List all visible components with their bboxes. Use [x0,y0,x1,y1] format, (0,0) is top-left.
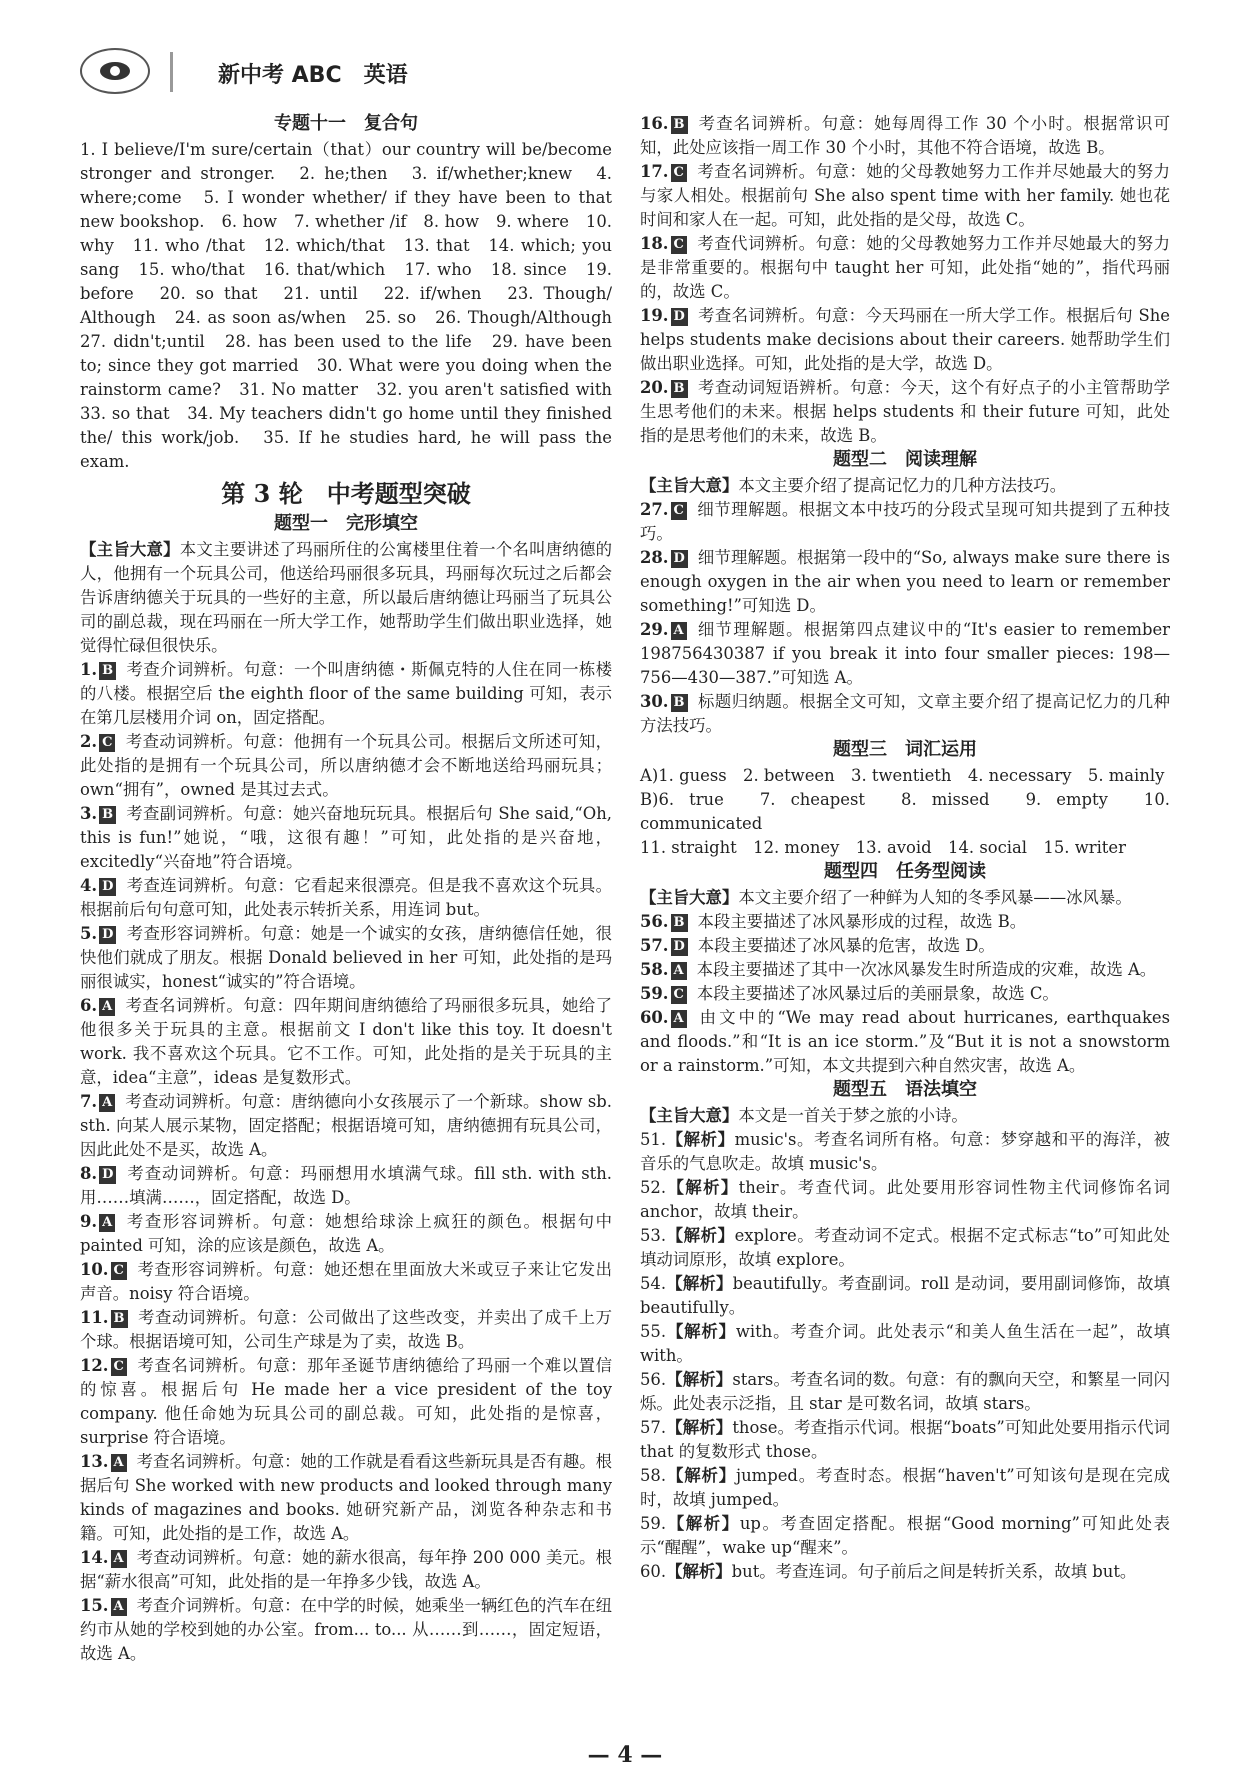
item-number: 19. [640,306,669,325]
type2-main-idea [640,474,1170,498]
answer-item [80,730,612,802]
item-explanation: 本段主要描述了冰风暴形成的过程，故选 B。 [697,912,1027,931]
analysis-tag: 【解析】 [666,1178,739,1197]
item-number: 59. [640,1514,667,1533]
answer-box: B [671,116,688,134]
answer-item [80,1210,612,1258]
item-explanation: jumped。考查时态。根据“haven't”可知该句是现在完成时，故填 jumped。 [640,1466,1171,1509]
answer-box: A [671,622,687,640]
answer-box: D [671,938,688,956]
item-explanation: up。考查固定搭配。根据“Good morning”可知此处表示“醒醒”，wake up“醒来”。 [640,1514,1171,1557]
item-number: 60. [640,1008,669,1027]
item-explanation: 考查动词短语辨析。句意：今天，这个有好点子的小主管帮助学生思考他们的未来。根据 helps students 和 their future 可知，此处指的是思考他们的未来，故选 B。 [640,378,1170,445]
answer-box: C [671,502,687,520]
answer-item [80,658,612,730]
item-explanation: 考查形容词辨析。句意：她还想在里面放大米或豆子来让它发出声音。noisy 符合语境。 [80,1260,612,1303]
answer-box: D [99,926,116,944]
item-number: 20. [640,378,669,397]
item-explanation: 考查形容词辨析。句意：她想给球涂上疯狂的颜色。根据句中 painted 可知，涂的应该是颜色，故选 A。 [80,1212,612,1255]
type3-line: B)6. true 7. cheapest 8. missed 9. empty 10. communicated [640,790,1170,833]
answer-box: B [671,694,688,712]
answer-item [80,874,612,922]
answer-item [80,1162,612,1210]
main-idea-text: 本文主要讲述了玛丽所住的公寓楼里住着一个名叫唐纳德的人，他拥有一个玩具公司，他送给玛丽很多玩具，玛丽每次玩过之后都会告诉唐纳德关于玩具的一些好的主意，所以最后唐纳德让玛丽当了玩具公司的副总裁，现在玛丽在一所大学工作，她帮助学生们做出职业选择，她觉得忙碌但很快乐。 [80,540,612,655]
grammar-answer-item [640,1320,1170,1368]
item-explanation: 细节理解题。根据第一段中的“So, always make sure there is enough oxygen in the air when you need to learn or remember something!”可知选 D。 [640,548,1170,615]
answer-item [640,690,1170,738]
item-number: 12. [80,1356,109,1375]
item-number: 1. [80,660,98,679]
answer-box: D [671,308,688,326]
answer-item [640,910,1170,934]
page-header [70,48,1180,96]
item-explanation: 考查形容词辨析。句意：她是一个诚实的女孩，唐纳德信任她，很快他们就成了朋友。根据 Donald believed in her 可知，此处指的是玛丽很诚实，honest“诚实的”符合语境。 [80,924,612,991]
type4-title: 题型四 任务型阅读 [824,861,986,882]
item-number: 11. [80,1308,109,1327]
answer-box: B [671,914,688,932]
answer-box: B [99,662,116,680]
answer-box: A [671,1010,687,1028]
item-explanation: 本段主要描述了其中一次冰风暴发生时所造成的灾难，故选 A。 [696,960,1157,979]
main-idea-text: 本文主要介绍了提高记忆力的几种方法技巧。 [738,476,1067,495]
item-explanation: 考查介词辨析。句意：一个叫唐纳德・斯佩克特的人住在同一栋楼的八楼。根据空后 the eighth floor of the same building 可知，表示在第几层楼用介词 on，固定搭配。 [80,660,612,727]
item-number: 13. [80,1452,109,1471]
item-number: 15. [80,1596,109,1615]
answer-box: A [99,998,115,1016]
type5-main-idea [640,1104,1170,1128]
item-explanation: 考查动词辨析。句意：唐纳德向小女孩展示了一个新球。show sb. sth. 向某人展示某物，固定搭配；根据语境可知，唐纳德拥有玩具公司，因此此处不是买，故选 A。 [80,1092,612,1159]
header-divider [170,52,173,92]
answer-box: C [671,236,687,254]
item-number: 57. [640,936,669,955]
item-number: 7. [80,1092,98,1111]
answer-item [80,1306,612,1354]
item-explanation: 考查动词辨析。句意：他拥有一个玩具公司。根据后文所述可知，此处指的是拥有一个玩具公司，所以唐纳德才会不断地送给玛丽玩具；own“拥有”，owned 是其过去式。 [80,732,612,799]
item-number: 52. [640,1178,667,1197]
item-explanation: 考查动词辨析。句意：公司做出了这些改变，并卖出了成千上万个球。根据语境可知，公司生产球是为了卖，故选 B。 [80,1308,612,1351]
answer-box: A [111,1550,127,1568]
main-idea-text: 本文主要介绍了一种鲜为人知的冬季风暴——冰风暴。 [738,888,1132,907]
item-explanation: beautifully。考查副词。roll 是动词，要用副词修饰，故填 beautifully。 [640,1274,1170,1317]
grammar-answer-item [640,1272,1170,1320]
topic11-answers: 1. I believe/I'm sure/certain（that）our country will be/become stronger and stronger. 2. he;then 3. if/whether;knew 4. where;come 5. I wonder whether/ if they have been to that new bookshop. 6. how 7. whether /if 8. how 9. where 10. why 11. who /that 12. which/that 13. that 14. which; you sang 15. who/that 16. that/which 17. who 18. since 19. before 20. so that 21. until 22. if/when 23. Though/ Although 24. as soon as/when 25. so 26. Though/Although 27. didn't;until 28. has been used to the life 29. have been to; since they got married 30. What were you doing when the rainstorm came? 31. No matter 32. you aren't satisfied with 33. so that 34. My teachers didn't go home until they finished the/ this work/job. 35. If he studies hard, he will pass the exam. [80,140,629,471]
item-explanation: 考查连词辨析。句意：它看起来很漂亮。但是我不喜欢这个玩具。根据前后句句意可知，此处表示转折关系，用连词 but。 [80,876,612,919]
type3-line: A)1. guess 2. between 3. twentieth 4. necessary 5. mainly [640,766,1165,785]
left-column [80,112,629,1666]
answer-item [640,546,1170,618]
type1-answer-list-cont [640,112,1170,448]
answer-box: A [99,1214,115,1232]
analysis-tag: 【解析】 [666,1370,733,1389]
type3-title: 题型三 词汇运用 [833,739,977,760]
analysis-tag: 【解析】 [666,1226,735,1245]
grammar-answer-item [640,1512,1170,1560]
item-explanation: 考查名词辨析。句意：她的工作就是看看这些新玩具是否有趣。根据后句 She worked with new products and looked through many kinds of magazines and books. 她研究新产品，浏览各种杂志和书籍。可知，此处指的是工作，故选 A。 [80,1452,612,1543]
answer-item [80,994,612,1090]
item-number: 8. [80,1164,98,1183]
item-number: 56. [640,912,669,931]
page-number: — 4 — [587,1742,663,1768]
answer-item [640,232,1170,304]
grammar-answer-item [640,1560,1170,1584]
answer-item [640,982,1170,1006]
header-title: 新中考 ABC 英语 [218,63,408,88]
main-idea-tag: 【主旨大意】 [640,476,739,495]
type5-answer-list [640,1128,1170,1584]
answer-box: D [99,1166,116,1184]
item-number: 16. [640,114,669,133]
answer-item [80,802,612,874]
item-number: 29. [640,620,669,639]
type4-answer-list [640,910,1170,1078]
type5-title: 题型五 语法填空 [833,1079,977,1100]
item-explanation: 考查名词辨析。句意：今天玛丽在一所大学工作。根据后句 She helps students make decisions about their careers. 她帮助学生们做出职业选择。可知，此处指的是大学，故选 D。 [640,306,1170,373]
answer-item [640,498,1170,546]
item-explanation: with。考查介词。此处表示“和美人鱼生活在一起”，故填 with。 [640,1322,1170,1365]
answer-item [640,304,1170,376]
item-number: 27. [640,500,669,519]
item-number: 3. [80,804,98,823]
item-explanation: 考查名词辨析。句意：那年圣诞节唐纳德给了玛丽一个难以置信的惊喜。根据后句 He made her a vice president of the toy company. 他任命她为玩具公司的副总裁。可知，此处指的是惊喜，surprise 符合语境。 [80,1356,612,1447]
item-number: 2. [80,732,98,751]
item-number: 56. [640,1370,667,1389]
item-explanation: 考查介词辨析。句意：在中学的时候，她乘坐一辆红色的汽车在纽约市从她的学校到她的办公室。from... to... 从……到……，固定短语，故选 A。 [80,1596,612,1663]
item-explanation: 考查名词辨析。句意：她每周得工作 30 个小时。根据常识可知，此处应该指一周工作 30 个小时，其他不符合语境，故选 B。 [640,114,1170,157]
answer-item [640,376,1170,448]
answer-item [640,618,1170,690]
answer-item [80,1450,612,1546]
item-explanation: their。考查代词。此处要用形容词性物主代词修饰名词 anchor，故填 their。 [640,1178,1171,1221]
analysis-tag: 【解析】 [666,1322,736,1341]
main-idea-tag: 【主旨大意】 [80,540,180,559]
answer-box: D [99,878,116,896]
analysis-tag: 【解析】 [666,1130,735,1149]
analysis-tag: 【解析】 [666,1562,732,1581]
item-number: 4. [80,876,98,895]
answer-box: C [671,164,687,182]
item-explanation: 本段主要描述了冰风暴的危害，故选 D。 [697,936,995,955]
answer-item [640,958,1170,982]
type1-main-idea [80,538,612,658]
answer-item [640,934,1170,958]
item-explanation: 考查动词辨析。句意：玛丽想用水填满气球。fill sth. with sth. 用……填满……，固定搭配，故选 D。 [80,1164,612,1207]
item-number: 9. [80,1212,98,1231]
item-number: 59. [640,984,669,1003]
grammar-answer-item [640,1176,1170,1224]
type1-answer-list [80,658,612,1666]
type2-title: 题型二 阅读理解 [833,449,977,470]
answer-item [80,1354,612,1450]
item-number: 55. [640,1322,667,1341]
answer-box: B [111,1310,128,1328]
analysis-tag: 【解析】 [666,1274,733,1293]
answer-box: D [671,550,688,568]
answer-box: A [111,1598,127,1616]
answer-item [80,922,612,994]
item-number: 5. [80,924,98,943]
item-explanation: but。考查连词。句子前后之间是转折关系，故填 but。 [731,1562,1137,1581]
grammar-answer-item [640,1368,1170,1416]
analysis-tag: 【解析】 [666,1514,740,1533]
type2-answer-list [640,498,1170,738]
answer-box: B [671,380,688,398]
answer-box: A [671,962,687,980]
grammar-answer-item [640,1128,1170,1176]
answer-box: A [99,1094,115,1112]
type4-main-idea [640,886,1170,910]
item-number: 57. [640,1418,667,1437]
item-number: 17. [640,162,669,181]
item-number: 51. [640,1130,667,1149]
analysis-tag: 【解析】 [666,1418,733,1437]
answer-box: C [111,1358,127,1376]
main-idea-tag: 【主旨大意】 [640,1106,739,1125]
answer-box: C [671,986,687,1004]
main-idea-tag: 【主旨大意】 [640,888,739,907]
answer-item [80,1258,612,1306]
item-number: 58. [640,960,669,979]
item-number: 54. [640,1274,667,1293]
item-explanation: stars。考查名词的数。句意：有的飘向天空，和繁星一同闪烁。此处表示泛指，且 star 是可数名词，故填 stars。 [640,1370,1171,1413]
answer-box: C [99,734,115,752]
item-explanation: 考查副词辨析。句意：她兴奋地玩玩具。根据后句 She said,“Oh, this is fun!”她说，“哦，这很有趣！”可知，此处指的是兴奋地，excitedly“兴奋地”符合语境。 [80,804,612,871]
round3-title: 第 3 轮 中考题型突破 [221,479,471,508]
item-explanation: 标题归纳题。根据全文可知，文章主要介绍了提高记忆力的几种方法技巧。 [640,692,1170,735]
item-explanation: 考查名词辨析。句意：她的父母教她努力工作并尽她最大的努力与家人相处。根据前句 She also spent time with her family. 她也花时间和家人在一起。可知，此处指的是父母，故选 C。 [640,162,1170,229]
answer-item [640,1006,1170,1078]
answer-box: C [111,1262,127,1280]
type1-title: 题型一 完形填空 [274,513,418,534]
item-explanation: those。考查指示代词。根据“boats”可知此处要用指示代词 that 的复数形式 those。 [640,1418,1171,1461]
item-number: 14. [80,1548,109,1567]
item-number: 60. [640,1562,667,1581]
item-explanation: explore。考查动词不定式。根据不定式标志“to”可知此处填动词原形，故填 explore。 [640,1226,1171,1269]
item-explanation: 考查名词辨析。句意：四年期间唐纳德给了玛丽很多玩具，她给了他很多关于玩具的主意。根据前文 I don't like this toy. It doesn't work. 我不喜欢这个玩具。它不工作。可知，此处指的是关于玩具的主意，idea“主意”，ideas 是复数形式。 [80,996,612,1087]
answer-box: B [99,806,116,824]
item-number: 6. [80,996,98,1015]
grammar-answer-item [640,1464,1170,1512]
grammar-answer-item [640,1416,1170,1464]
answer-box: A [111,1454,127,1472]
item-explanation: 细节理解题。根据文本中技巧的分段式呈现可知共提到了五种技巧。 [640,500,1170,543]
item-number: 58. [640,1466,667,1485]
answer-item [80,1090,612,1162]
item-number: 18. [640,234,669,253]
topic11-title: 专题十一 复合句 [274,113,418,134]
answer-item [80,1594,612,1666]
publisher-logo [80,48,150,94]
item-number: 10. [80,1260,109,1279]
answer-item [640,112,1170,160]
answer-item [80,1546,612,1594]
answer-item [640,160,1170,232]
item-explanation: music's。考查名词所有格。句意：梦穿越和平的海洋，被音乐的气息吹走。故填 music's。 [640,1130,1170,1173]
grammar-answer-item [640,1224,1170,1272]
main-idea-text: 本文是一首关于梦之旅的小诗。 [738,1106,968,1125]
item-explanation: 考查代词辨析。句意：她的父母教她努力工作并尽她最大的努力是非常重要的。根据句中 taught her 可知，此处指“她的”，指代玛丽的，故选 C。 [640,234,1170,301]
item-explanation: 细节理解题。根据第四点建议中的“It's easier to remember 198756430387 if you break it into four smaller pieces: 198—756—430—387.”可知选 A。 [640,620,1170,687]
item-number: 30. [640,692,669,711]
type3-line: 11. straight 12. money 13. avoid 14. social 15. writer [640,838,1126,857]
right-column [640,112,1170,1584]
item-explanation: 由文中的“We may read about hurricanes, earthquakes and floods.”和“It is an ice storm.”及“But it is not a snowstorm or a rainstorm.”可知，本文共提到六种自然灾害，故选 A。 [640,1008,1170,1075]
item-number: 53. [640,1226,667,1245]
item-explanation: 考查动词辨析。句意：她的薪水很高，每年挣 200 000 美元。根据“薪水很高”可知，此处指的是一年挣多少钱，故选 A。 [80,1548,612,1591]
item-explanation: 本段主要描述了冰风暴过后的美丽景象，故选 C。 [696,984,1059,1003]
item-number: 28. [640,548,669,567]
analysis-tag: 【解析】 [666,1466,737,1485]
